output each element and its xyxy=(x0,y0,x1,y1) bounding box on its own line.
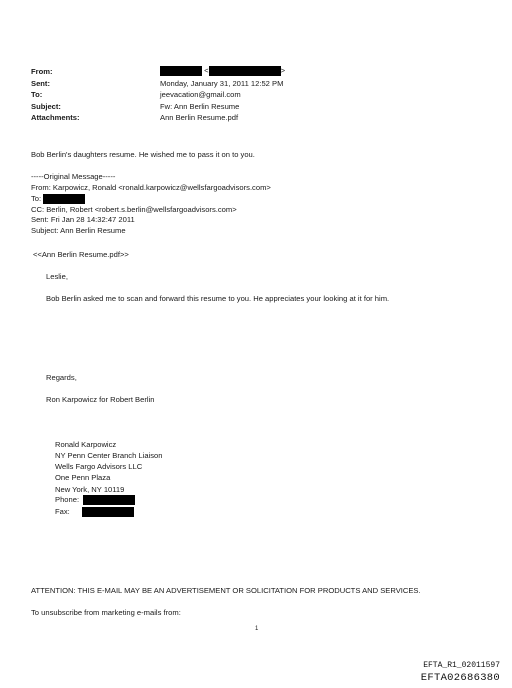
original-to xyxy=(31,194,85,204)
signature-phone xyxy=(55,495,135,505)
to-value[interactable]: jeevacation@gmail.com xyxy=(160,90,241,99)
original-cc: CC: Berlin, Robert <robert.s.berlin@wellsfargoadvisors.com> xyxy=(31,205,237,214)
from-close-bracket: > xyxy=(280,66,285,75)
phone-label: Phone: xyxy=(55,495,80,504)
message-text: Bob Berlin asked me to scan and forward this resume to you. He appreciates your looking at it for him. xyxy=(46,294,390,303)
attachment-link[interactable]: Ann Berlin Resume.pdf xyxy=(160,113,239,122)
greeting: Leslie, xyxy=(46,272,68,281)
efta-large-id: EFTA02686380 xyxy=(420,672,500,684)
redacted-block xyxy=(43,194,85,204)
original-to-label: To: xyxy=(31,194,42,203)
sent-value: Monday, January 31, 2011 12:52 PM xyxy=(160,79,284,88)
sender-line: Ron Karpowicz for Robert Berlin xyxy=(46,395,155,404)
from-open-bracket: < xyxy=(204,66,209,75)
subject-label: Subject: xyxy=(31,102,61,111)
signature-address2: New York, NY 10119 xyxy=(55,485,125,494)
fax-label: Fax: xyxy=(55,507,70,516)
redacted-block xyxy=(82,507,134,517)
from-label: From: xyxy=(31,67,53,76)
redacted-block xyxy=(209,66,281,76)
sent-label: Sent: xyxy=(31,79,50,88)
redacted-block xyxy=(83,495,135,505)
attention-notice: ATTENTION: THIS E-MAIL MAY BE AN ADVERTISEMENT OR SOLICITATION FOR PRODUCTS AND SERVICES. xyxy=(31,586,421,595)
unsubscribe-notice: To unsubscribe from marketing e-mails from: xyxy=(31,608,181,617)
page-number: 1 xyxy=(255,626,259,632)
original-from: From: Karpowicz, Ronald <ronald.karpowicz@wellsfargoadvisors.com> xyxy=(31,183,271,192)
subject-value: Fw: Ann Berlin Resume xyxy=(160,102,240,111)
from-value xyxy=(160,66,285,76)
redacted-block xyxy=(160,66,202,76)
signature-fax xyxy=(55,507,134,517)
original-message-marker: -----Original Message----- xyxy=(31,172,116,181)
signature-company: Wells Fargo Advisors LLC xyxy=(55,462,143,471)
signature-title: NY Penn Center Branch Liaison xyxy=(55,451,163,460)
to-label: To: xyxy=(31,90,43,99)
attachment-reference[interactable]: <<Ann Berlin Resume.pdf>> xyxy=(33,250,129,259)
original-subject: Subject: Ann Berlin Resume xyxy=(31,226,126,235)
regards: Regards, xyxy=(46,373,77,382)
signature-address1: One Penn Plaza xyxy=(55,473,111,482)
intro-text: Bob Berlin's daughters resume. He wished me to pass it on to you. xyxy=(31,150,255,159)
efta-small-id: EFTA_R1_02011597 xyxy=(423,661,500,670)
original-sent: Sent: Fri Jan 28 14:32:47 2011 xyxy=(31,215,135,224)
attachments-label: Attachments: xyxy=(31,113,80,122)
signature-name: Ronald Karpowicz xyxy=(55,440,117,449)
